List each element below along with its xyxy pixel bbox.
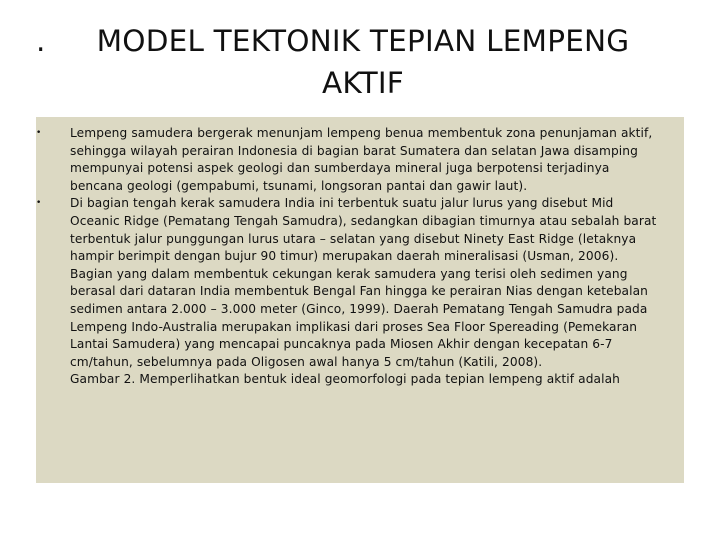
slide-title — [28, 20, 698, 104]
title-text-line-1: MODEL TEKTONIK TEPIAN LEMPENG — [96, 24, 630, 58]
content-box — [36, 117, 684, 483]
title-line-1 — [28, 20, 698, 62]
title-line-2: AKTIF — [322, 66, 404, 100]
bullet-icon: • — [36, 198, 42, 209]
bullet-item — [36, 125, 684, 195]
bullet-icon: • — [36, 128, 42, 138]
title-prefix: . — [36, 24, 46, 58]
bullet-text: Di bagian tengah kerak samudera India ini terbentuk suatu jalur lurus yang disebut Mid Oceanic Ridge (Pematang Tengah Samudra), sedangkan dibagian timurnya atau sebalah barat terbentuk jalur punggungan lurus utara – selatan yang disebut Ninety East Ridge (letaknya hampir berimpit dengan bujur 90 timur) merupakan daerah mineralisasi (Usman, 2006). Bagian yang dalam membentuk cekungan kerak samudera yang terisi oleh sedimen yang berasal dari dataran India membentuk Bengal Fan hingga ke perairan Nias dengan ketebalan sedimen antara 2.000 – 3.000 meter (Ginco, 1999). Daerah Pematang Tengah Samudra pada Lempeng Indo-Australia merupakan implikasi dari proses Sea Floor Spereading (Pemekaran Lantai Samudera) yang mencapai puncaknya pada Miosen Akhir dengan kecepatan 6-7 cm/tahun, sebelumnya pada Oligosen awal hanya 5 cm/tahun (Katili, 2008). Gambar 2. Memperlihatkan bentuk ideal geomorfologi pada tepian lempeng aktif adalah — [70, 196, 657, 387]
bullet-list — [36, 125, 684, 389]
bullet-text: Lempeng samudera bergerak menunjam lempeng benua membentuk zona penunjaman aktif, sehingga wilayah perairan Indonesia di bagian barat Sumatera dan selatan Jawa disamping mempunyai potensi aspek geologi dan sumberdaya mineral juga berpotensi terjadinya bencana geologi (gempabumi, tsunami, longsoran pantai dan gawir laut). — [70, 126, 653, 193]
bullet-item — [36, 195, 684, 389]
